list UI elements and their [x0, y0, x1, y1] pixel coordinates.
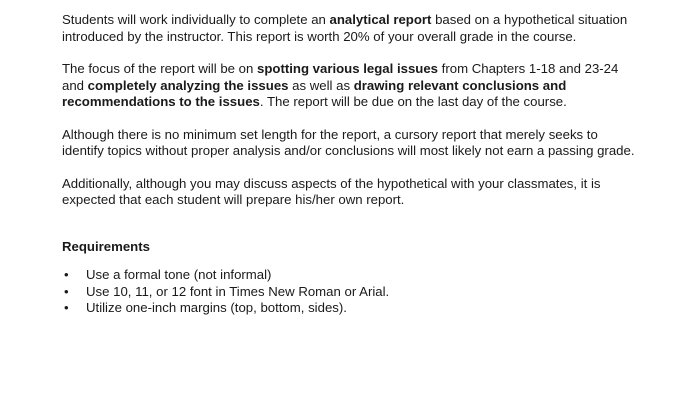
text-run: Although there is no minimum set length for the report, a cursory report that merely seeks to identify topics without proper analysis and/or conclusions will most likely not earn a passing grade. [62, 126, 635, 158]
list-item-text: Use 10, 11, or 12 font in Times New Roman or Arial. [86, 283, 390, 299]
text-run: The focus of the report will be on [62, 61, 257, 76]
requirements-list [62, 267, 638, 317]
text-run-bold: completely analyzing the issues [87, 77, 289, 93]
list-item [62, 300, 638, 317]
list-item-text: Use a formal tone (not informal) [86, 267, 272, 282]
bullet-icon: • [64, 267, 69, 282]
list-item-text: Utilize one-inch margins (top, bottom, sides). [86, 300, 347, 315]
list-item [62, 284, 638, 301]
paragraph-focus [62, 61, 638, 111]
paragraph-length [62, 127, 638, 160]
text-run: based on a hypothetical situation introduced by the instructor. This report is worth 20% of your overall grade in the course. [62, 12, 628, 44]
text-run-bold: drawing relevant conclusions and recommendations to the issues [62, 77, 567, 109]
text-run: as well as [288, 77, 354, 93]
text-run: from Chapters 1-18 and 23-24 and [62, 61, 619, 93]
bullet-icon: • [64, 300, 69, 315]
text-run: Additionally, although you may discuss aspects of the hypothetical with your classmates, it is expected that each student will prepare his/her own report. [62, 175, 601, 207]
text-run-bold: spotting various legal issues [257, 61, 439, 76]
text-run-bold: analytical report [329, 12, 432, 27]
text-run: Students will work individually to complete an [62, 12, 330, 27]
list-item [62, 267, 638, 284]
text-run: . The report will be due on the last day of the course. [259, 94, 567, 109]
paragraph-overview [62, 12, 638, 45]
requirements-heading: Requirements [62, 238, 150, 254]
document-body [62, 12, 638, 317]
paragraph-collaboration [62, 176, 638, 209]
bullet-icon: • [64, 283, 69, 299]
